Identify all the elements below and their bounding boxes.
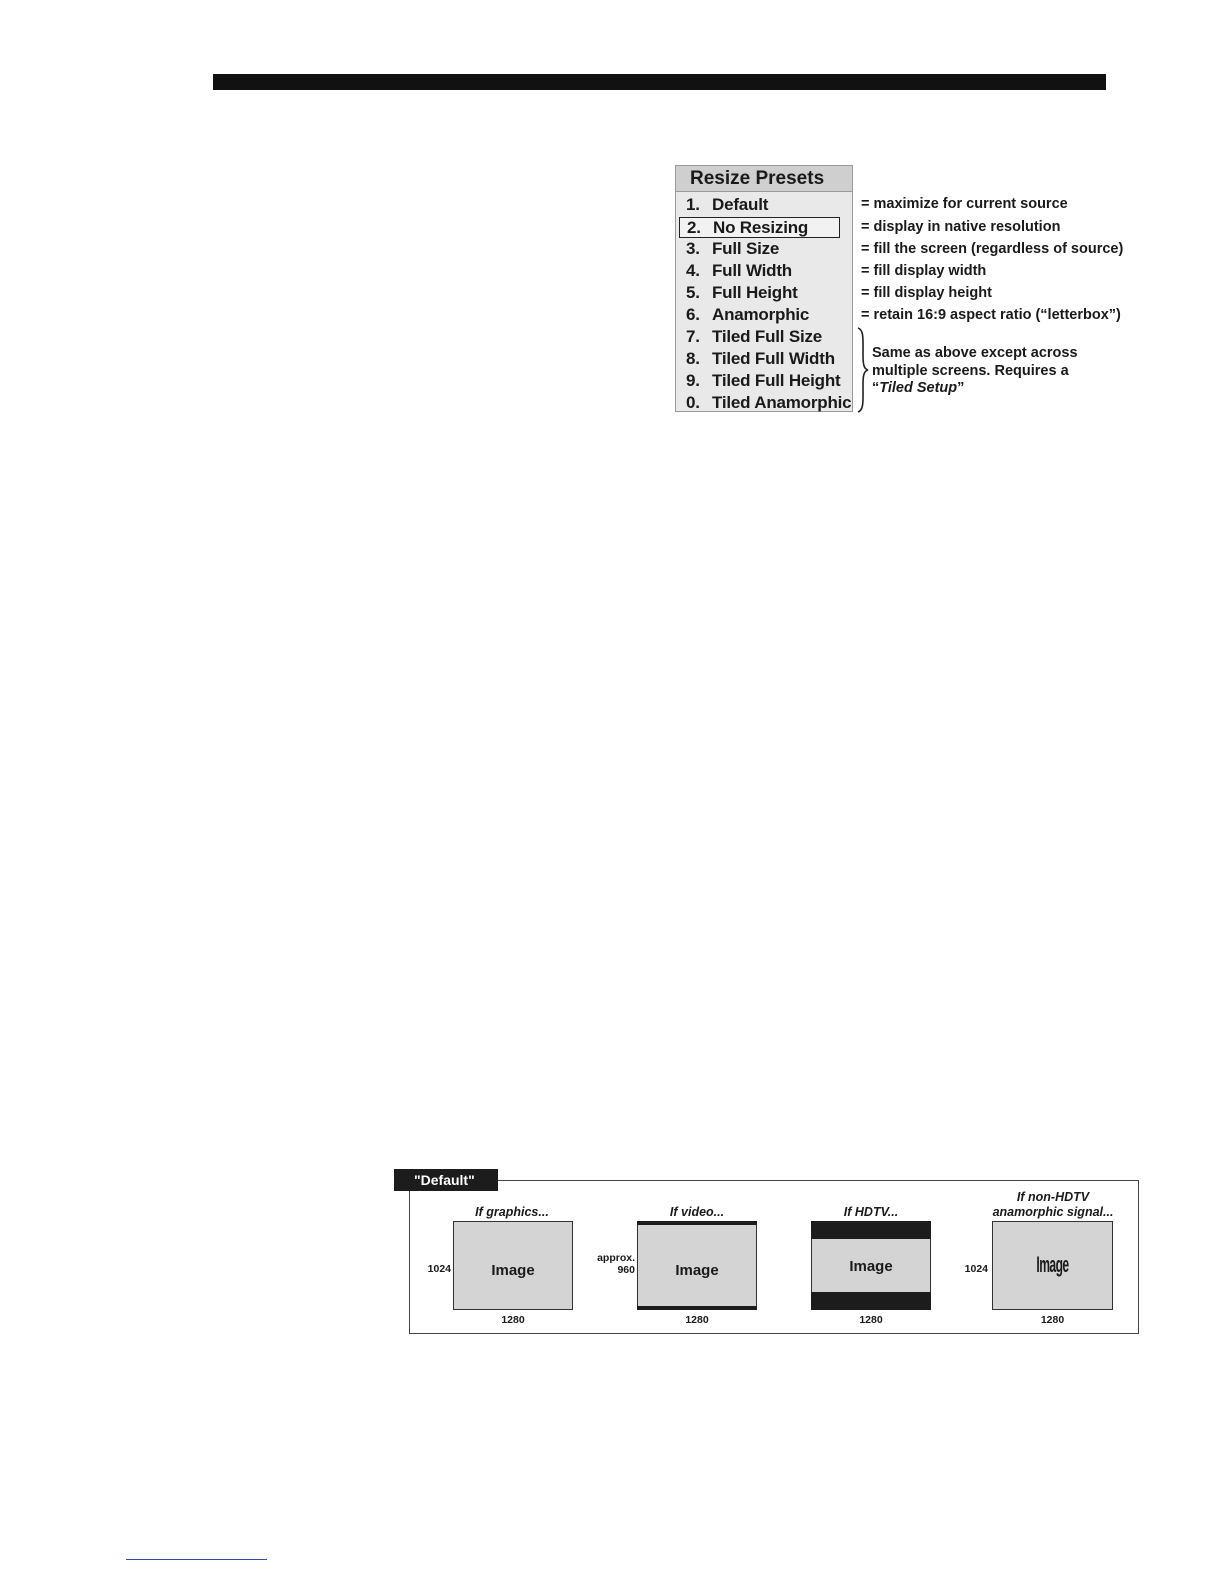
curly-brace-icon [856, 327, 870, 413]
bottom-dim-hdtv: 1280 [859, 1314, 883, 1326]
menu-item-tiled-full-size[interactable]: 7. Tiled Full Size [686, 327, 823, 346]
desc-anamorphic: = retain 16:9 aspect ratio (“letterbox”) [861, 307, 1121, 323]
default-figure-tag: "Default" [394, 1169, 498, 1191]
letterbox-bar-bottom-video [637, 1306, 757, 1310]
menu-item-default[interactable]: 1. Default [686, 195, 769, 214]
menu-item-tiled-full-width[interactable]: 8. Tiled Full Width [686, 349, 835, 368]
desc-full-width: = fill display width [861, 263, 987, 279]
menu-item-tiled-anamorphic[interactable]: 0. Tiled Anamorphic [686, 393, 852, 412]
menu-item-anamorphic[interactable]: 6. Anamorphic [686, 305, 810, 324]
left-dim-anamorphic: 1024 [964, 1263, 988, 1275]
left-dim-video: approx. 960 [597, 1252, 635, 1276]
menu-item-full-size[interactable]: 3. Full Size [686, 239, 780, 258]
letterbox-bar-top-hdtv [811, 1221, 931, 1239]
screen-label-hdtv: Image [849, 1258, 893, 1275]
menu-item-full-height[interactable]: 5. Full Height [686, 283, 798, 302]
menu-item-full-width[interactable]: 4. Full Width [686, 261, 792, 280]
panel-caption-graphics: If graphics... [475, 1205, 549, 1219]
screen-label-video: Image [675, 1262, 719, 1279]
bottom-dim-anamorphic: 1280 [1040, 1314, 1065, 1326]
desc-full-size: = fill the screen (regardless of source) [861, 241, 1124, 257]
desc-default: = maximize for current source [861, 196, 1068, 212]
letterbox-bar-bottom-hdtv [811, 1292, 931, 1310]
screen-label-graphics: Image [491, 1262, 535, 1279]
left-dim-graphics: 1024 [427, 1263, 451, 1275]
bottom-dim-graphics: 1280 [501, 1314, 525, 1326]
desc-full-height: = fill display height [861, 285, 992, 301]
screen-label-anamorphic: Image [1036, 1252, 1069, 1277]
desc-no-resizing: = display in native resolution [861, 219, 1061, 235]
menu-title: Resize Presets [676, 166, 852, 192]
panel-caption-video: If video... [669, 1205, 725, 1219]
letterbox-bar-top-video [637, 1221, 757, 1225]
panel-caption-hdtv: If HDTV... [843, 1205, 899, 1219]
menu-item-no-resizing[interactable]: 2. No Resizing [679, 217, 840, 238]
tiled-note: Same as above except across multiple screens. Requires a “Tiled Setup” [872, 345, 1078, 396]
bottom-dim-video: 1280 [685, 1314, 709, 1326]
footer-link-underline [126, 1559, 267, 1560]
header-rule [213, 74, 1106, 90]
resize-presets-menu [675, 165, 853, 412]
panel-caption-anamorphic: If non-HDTV anamorphic signal... [992, 1190, 1114, 1219]
menu-item-tiled-full-height[interactable]: 9. Tiled Full Height [686, 371, 841, 390]
